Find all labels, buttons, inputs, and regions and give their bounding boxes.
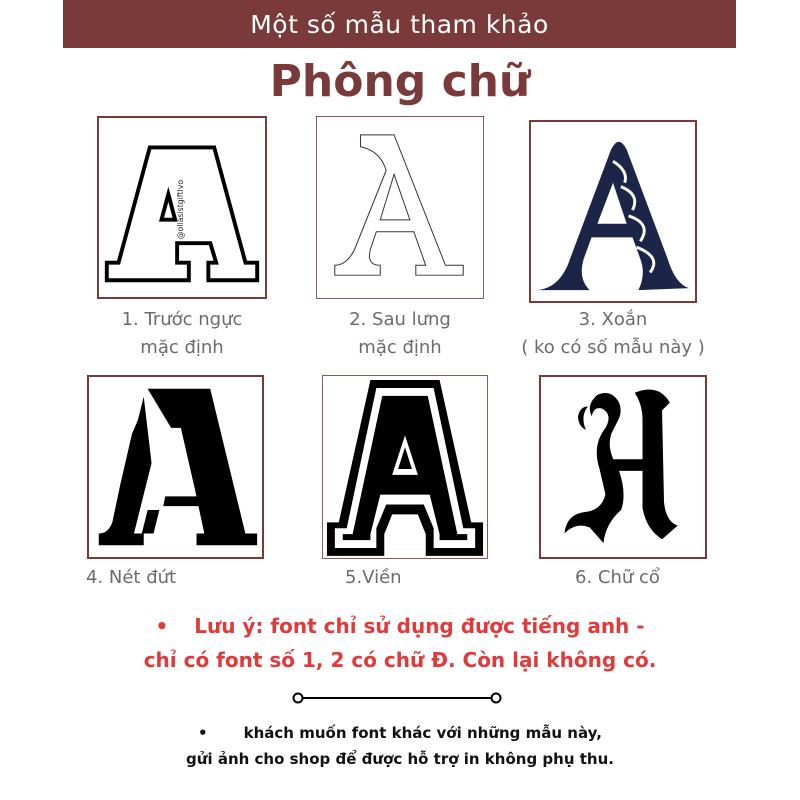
font-sample-5-card	[322, 375, 488, 559]
font-sample-2-card	[316, 116, 484, 299]
font-sample-4-card	[87, 375, 264, 559]
banner-text: Một số mẫu tham khảo	[250, 9, 549, 39]
note-line-1	[40, 614, 760, 638]
sample-2-caption-line1: 2. Sau lưng	[349, 309, 451, 330]
watermark-text: @oliasistgiftlvo	[175, 179, 185, 240]
font-sample-3-card	[529, 120, 697, 303]
sample-1-caption-line1: 1. Trước ngực	[121, 309, 243, 330]
sample-5-caption-line1: 5.Viền	[345, 567, 402, 588]
note-text-2: chỉ có font số 1, 2 có chữ Đ. Còn lại không có.	[143, 648, 657, 672]
sample-1-caption-line2: mặc định	[140, 337, 224, 358]
sample-1-caption	[92, 306, 272, 362]
letter-a-thin-serif-image	[317, 117, 483, 298]
font-sample-6-card	[539, 375, 707, 559]
letter-a-outline-image	[99, 118, 265, 297]
sample-3-caption-line2: ( ko có số mẫu này )	[521, 337, 705, 358]
page-title: Phông chữ	[269, 56, 531, 107]
footer-text-1: khách muốn font khác với những mẫu này,	[243, 724, 602, 742]
sample-6-caption-line1: 6. Chữ cổ	[575, 567, 660, 588]
sample-5-caption	[345, 564, 465, 592]
font-sample-1-card	[97, 116, 267, 299]
header-banner	[63, 0, 736, 48]
divider-line	[292, 692, 502, 704]
letter-a-blackletter-image	[541, 377, 705, 557]
sample-4-caption	[86, 564, 206, 592]
sample-4-caption-line1: 4. Nét đứt	[86, 567, 177, 588]
letter-a-varsity-image	[323, 376, 487, 558]
letter-a-twisted-image	[531, 122, 695, 301]
sample-6-caption	[575, 564, 695, 592]
sample-3-caption	[513, 306, 713, 362]
note-text-1: Lưu ý: font chỉ sử dụng được tiếng anh -	[194, 614, 645, 638]
sample-2-caption	[310, 306, 490, 362]
sample-3-caption-line1: 3. Xoắn	[578, 309, 648, 330]
note-bullet: •	[155, 614, 169, 638]
note-line-2	[40, 648, 760, 672]
letter-a-stencil-image	[89, 377, 262, 557]
footer-line-1	[60, 724, 740, 742]
sample-2-caption-line2: mặc định	[358, 337, 442, 358]
footer-line-2	[60, 750, 740, 768]
footer-bullet: •	[198, 724, 208, 742]
footer-text-2: gửi ảnh cho shop để được hỗ trợ in không phụ thu.	[186, 750, 614, 768]
